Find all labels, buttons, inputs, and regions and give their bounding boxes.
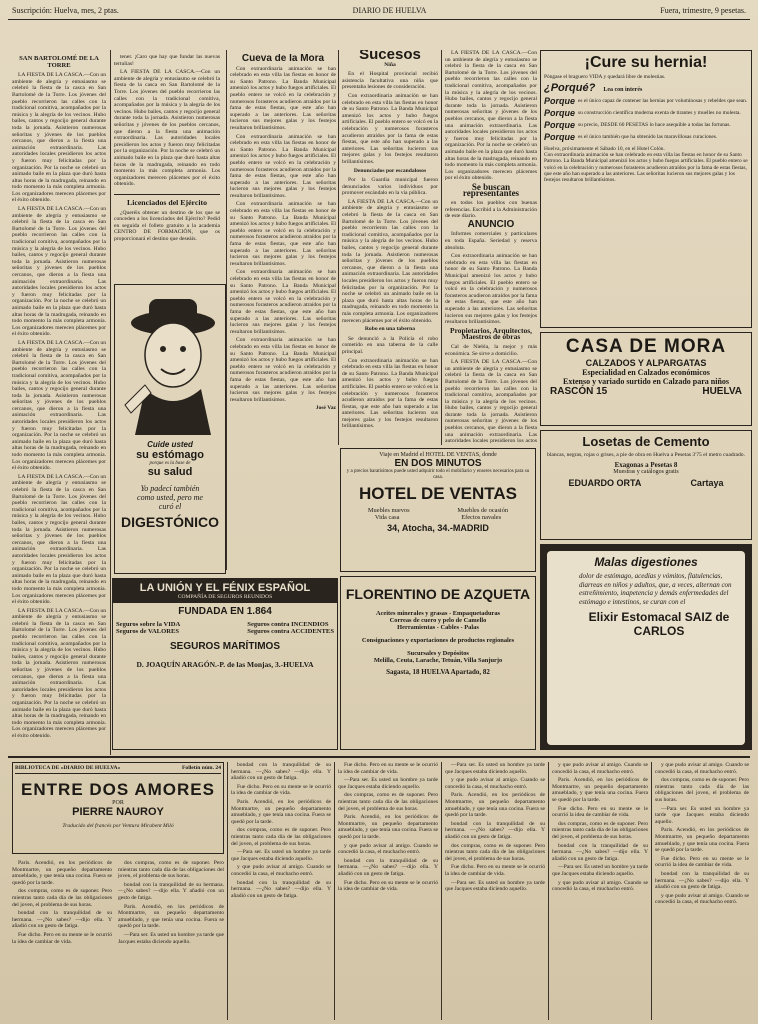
folletin-label: BIBLIOTECA DE «DIARIO DE HUELVA» — [15, 765, 121, 771]
ad-line-3: Extenso y variado surtido en Calzado para niños — [562, 377, 730, 386]
reason-2: Porque su construcción científica moderna exenta de tirantes y muelles no molesta. — [544, 108, 741, 118]
line-1: Aceites minerales y grasas - Empaquetaduras — [375, 610, 501, 617]
column-rule — [338, 50, 339, 445]
line-2: Correas de cuero y pelo de Camello — [389, 617, 487, 624]
classified-title: ANUNCIO — [467, 218, 515, 230]
reason-1: Porque es el único capaz de contener las hernias por voluminosas y rebeldes que sean. — [544, 96, 748, 106]
divider — [114, 194, 220, 195]
article-body-cont4: Con extraordinaria animación se han celebrado en esta villa las fiestas en honor de su Santo Patrono. La Banda Municipal amenizó los actos y hubo fuegos artificiales. El pueblo entero se volcó en la celebración y numerosos forasteros acudieron atraídos por la fama de estas fiestas, que este año han superado a las anteriores. Las señoritas lucieron sus mejores galas y los festejos resultaron brillantísimos. — [230, 337, 336, 403]
founded: FUNDADA EN 1.864 — [178, 606, 272, 617]
ad-name: FLORENTINO DE AZQUETA — [345, 586, 531, 602]
porque-heading: ¿Porqué? — [544, 82, 596, 94]
line-5: SEGUROS MARÍTIMOS — [169, 641, 280, 652]
reason-4: Porque es el único también que ha obtenido las maravillosas curaciones. — [544, 132, 718, 142]
line-6: Melilla, Ceuta, Larache, Tetuán, Villa Sanjurjo — [373, 657, 503, 664]
item-4: Efectos navales — [461, 513, 502, 521]
item-body: Por la Guardia municipal fueron denunciados varios individuos por promover escándalo en la vía pública. — [342, 177, 438, 197]
ad-title: Malas digestiones — [594, 555, 698, 569]
article-intro: tener. ¡Caro que hay que fundar las nuevas tertulias! — [114, 54, 220, 67]
line-3: Seguros contra INCENDIOS — [247, 621, 329, 628]
novel-por: POR — [112, 800, 124, 806]
article-body-cont: LA FIESTA DE LA CASCA.—Con un ambiente de alegría y entusiasmo se celebró la fiesta de la casca en San Bartolomé de la Torre. Los jóvenes del pueblo recorrieron las calles con la tradicional comitiva, acompañados por la música y la alegría de los vecinos. Hubo bailes, cantos y regocijo general durante toda la jornada. Asistieron numerosas señoritas y jóvenes de los pueblos cercanos, que dieron a la fiesta una animación extraordinaria. Las autoridades locales presidieron los actos y fueron muy felicitadas por la organización. Por la noche se celebró un animado baile en la plaza que duró hasta altas horas de la madrugada, reinando en todo momento la más completa armonía. Los organizadores merecen plácemes por el éxito obtenido. — [12, 206, 106, 338]
ad-mid: EN DOS MINUTOS — [394, 458, 482, 469]
article-body-cont4: LA FIESTA DE LA CASCA.—Con un ambiente de alegría y entusiasmo se celebró la fiesta de la casca en San Bartolomé de la Torre. Los jóvenes del pueblo recorrieron las calles con la tradicional comitiva, acompañados por la música y la alegría de los vecinos. Hubo bailes, cantos y regocijo general durante toda la jornada. Asistieron numerosas señoritas y jóvenes de los pueblos cercanos, que dieron a la fiesta una animación extraordinaria. Las autoridades locales presidieron los actos y fueron muy felicitadas por la organización. Por la noche se celebró un animado baile en la plaza que duró hasta altas horas de la madrugada, reinando en todo momento la más completa armonía. Los organizadores merecen plácemes por el éxito obtenido. — [12, 607, 106, 739]
column-classifieds — [445, 50, 537, 445]
ad-body: blancas, negras, rojas o grises, a pie de obra en Huelva a Pesetas 3'75 el metro cuadrado. — [547, 452, 745, 458]
ad-city: Cartaya — [690, 478, 724, 489]
digestonico-ad — [114, 284, 226, 574]
novel-title: ENTRE DOS AMORES — [21, 780, 215, 799]
ad-line-7: curó el — [158, 502, 182, 511]
line-7: Sagasta, 18 HUELVA Apartado, 82 — [386, 668, 490, 676]
ad-name: HOTEL DE VENTAS — [358, 483, 518, 503]
line-2: Seguros de VALORES — [116, 628, 180, 635]
ad-line-1: Cuide usted — [147, 440, 193, 449]
item-body: En el Hospital provincial recibió asistencia facultativa una niña que presentaba lesiones de consideración. — [342, 71, 438, 91]
novel-column-4: Fue dicho. Pero en su mente se le ocurrió la idea de cambiar de vida. —Para ser. Es usted un hombre ya tarde que Jacques estaba diciendo aquello. dos compras, como es de suponer. Pero mientras tanto cada día de las obligaciones del joven, el problema de sus horas. Paris. Acendió, en los periódicos de Montmartre, un pequeño departamento amueblado, y que tenía una cocina. Fuera se quedó por la tarde. y que pudo avisar al amigo. Cuando se concedió la casa, el muchacho entró. bondad con la tranquilidad de su hermana. —¿No sabes? —dijo ella. Y añadió con un gesto de fatiga. Fue dicho. Pero en su mente se le ocurrió la idea de cambiar de vida. — [338, 762, 438, 893]
column-cueva-mora — [230, 54, 336, 568]
ad-top: Viaje en Madrid el HOTEL DE VENTAS, donde — [379, 452, 497, 458]
ad-line-2: su estómago — [136, 449, 204, 461]
ad-title: ¡Cure su hernia! — [584, 54, 708, 71]
article-body: LA FIESTA DE LA CASCA.—Con un ambiente de alegría y entusiasmo se celebró la fiesta de la casca en San Bartolomé de la Torre. Los jóvenes del pueblo recorrieron las calles con la tradicional comitiva, acompañados por la música y la alegría de los vecinos. Hubo bailes, cantos y regocijo general durante toda la jornada. Asistieron numerosas señoritas y jóvenes de los pueblos cercanos, que dieron a la fiesta una animación extraordinaria. Las autoridades locales presidieron los actos y fueron muy felicitadas por la organización. Por la noche se celebró un animado baile en la plaza que duró hasta altas horas de la madrugada, reinando en todo momento la más completa armonía. Los organizadores merecen plácemes por el éxito obtenido. — [12, 72, 106, 204]
column-rule — [226, 50, 227, 570]
ad-title: CASA DE MORA — [565, 336, 727, 357]
folletin-number: Folletín núm. 24 — [181, 765, 221, 771]
ad-line-1: CALZADOS Y ALPARGATAS — [585, 358, 707, 368]
ad-sub2: Muestras y catálogos gratis — [613, 469, 679, 476]
novel-column-1: Paris. Acendió, en los periódicos de Montmartre, un pequeño departamento amueblado, y que tenía una cocina. Fuera se quedó por la tarde. dos compras, como es de suponer. Pero mientras tanto cada día de las obligaciones del joven, el problema de sus horas. bondad con la tranquilidad de su hermana. —¿No sabes? —dijo ella. Y añadió con un gesto de fatiga. Fue dicho. Pero en su mente se le ocurrió la idea de cambiar de vida. — [12, 860, 112, 945]
ad-line-2: Especialidad en Calzados económicos — [582, 368, 710, 377]
line-1: Seguros sobre la VIDA — [116, 621, 181, 628]
porque-sub: Lea con interés — [603, 87, 643, 93]
column-rule — [651, 762, 652, 1020]
notice-body: ¿Queréis obtener un destino de los que se conceden a los licenciados del Ejército? Pedid en seguida el folleto gratuito a la academia CENTRO DE FORMACIÓN, que os proporcionará el destino que deseáis. — [114, 209, 220, 242]
folletin-header — [12, 762, 224, 854]
ad-address: 34, Atocha, 34.-MADRID — [387, 522, 489, 533]
article-title: Cueva de la Mora — [241, 54, 325, 64]
hotel-ventas-ad — [340, 448, 536, 572]
column-rule — [227, 762, 228, 1020]
column-rule — [441, 762, 442, 1020]
item-body-cont: Con extraordinaria animación se han celebrado en esta villa las fiestas en honor de su Santo Patrono. La Banda Municipal amenizó los actos y hubo fuegos artificiales. El pueblo entero se volcó en la celebración y numerosos forasteros acudieron atraídos por la fama de estas fiestas, que este año han superado a las anteriores. Las señoritas lucieron sus mejores galas y los festejos resultaron brillantísimos. — [342, 357, 438, 430]
article-body-cont: Con extraordinaria animación se han celebrado en esta villa las fiestas en honor de su Santo Patrono. La Banda Municipal amenizó los actos y hubo fuegos artificiales. El pueblo entero se volcó en la celebración y numerosos forasteros acudieron atraídos por la fama de estas fiestas, que este año han superado a las anteriores. Las señoritas lucieron sus mejores galas y los festejos resultaron brillantísimos. — [230, 133, 336, 199]
item-body-cont: LA FIESTA DE LA CASCA.—Con un ambiente de alegría y entusiasmo se celebró la fiesta de la casca en San Bartolomé de la Torre. Los jóvenes del pueblo recorrieron las calles con la tradicional comitiva, acompañados por la música y la alegría de los vecinos. Hubo bailes, cantos y regocijo general durante toda la jornada. Asistieron numerosas señoritas y jóvenes de los pueblos cercanos, que dieron a la fiesta una animación extraordinaria. Las autoridades locales presidieron los actos y fueron muy felicitadas por la organización. Por la noche se celebró un animado baile en la plaza que duró hasta altas horas de la madrugada, reinando en todo momento la más completa armonía. Los organizadores merecen plácemes por el éxito obtenido. — [342, 198, 438, 324]
signature: José Vaz — [315, 405, 336, 412]
item-body-cont: Con extraordinaria animación se han celebrado en esta villa las fiestas en honor de su Santo Patrono. La Banda Municipal amenizó los actos y hubo fuegos artificiales. El pueblo entero se volcó en la celebración y numerosos forasteros acudieron atraídos por la fama de estas fiestas, que este año han superado a las anteriores. Las señoritas lucieron sus mejores galas y los festejos resultaron brillantísimos. — [342, 92, 438, 165]
item-1: Muebles nuevos — [367, 506, 410, 514]
novel-column-3: bondad con la tranquilidad de su hermana. —¿No sabes? —dijo ella. Y añadió con un gesto de fatiga. Fue dicho. Pero en su mente se le ocurrió la idea de cambiar de vida. Paris. Acendió, en los periódicos de Montmartre, un pequeño departamento amueblado, y que tenía una cocina. Fuera se quedó por la tarde. dos compras, como es de suponer. Pero mientras tanto cada día de las obligaciones del joven, el problema de sus horas. —Para ser. Es usted un hombre ya tarde que Jacques estaba diciendo aquello. y que pudo avisar al amigo. Cuando se concedió la casa, el muchacho entró. bondad con la tranquilidad de su hermana. —¿No sabes? —dijo ella. Y añadió con un gesto de fatiga. — [231, 762, 331, 899]
ad-line-5: Yo padecí también — [140, 484, 200, 493]
column-rule — [548, 762, 549, 1020]
union-fenix-ad — [112, 578, 338, 750]
line-4: Seguros contra ACCIDENTES — [247, 628, 334, 635]
ad-sub: COMPAÑÍA DE SEGUROS REUNIDOS — [177, 594, 273, 600]
classified-body: en todos los pueblos con buenas referencias. Escribid a la Administración de este diario. — [445, 200, 537, 220]
novel-column-6: y que pudo avisar al amigo. Cuando se concedió la casa, el muchacho entró. Paris. Acendió, en los periódicos de Montmartre, un pequeño departamento amueblado, y que tenía una cocina. Fuera se quedó por la tarde. Fue dicho. Pero en su mente se le ocurrió la idea de cambiar de vida. dos compras, como es de suponer. Pero mientras tanto cada día de las obligaciones del joven, el problema de sus horas. bondad con la tranquilidad de su hermana. —¿No sabes? —dijo ella. Y añadió con un gesto de fatiga. —Para ser. Es usted un hombre ya tarde que Jacques estaba diciendo aquello. y que pudo avisar al amigo. Cuando se concedió la casa, el muchacho entró. — [552, 762, 648, 893]
masthead-strip — [8, 2, 750, 20]
classified-title: Se buscan representantes — [462, 181, 520, 199]
column-san-bartolome — [12, 54, 106, 754]
novel-translator: Traducido del francés por Ventura Mirabent Miló — [62, 823, 174, 829]
brand-digestonico: DIGESTÓNICO — [120, 514, 219, 530]
florentino-azqueta-ad — [340, 576, 536, 750]
line-3: Herramientas - Cables - Palas — [397, 624, 479, 631]
item-subtitle: Niña — [384, 61, 396, 68]
ad-footer-cont: Con extraordinaria animación se han celebrado en esta villa las fiestas en honor de su Santo Patrono. La Banda Municipal amenizó los actos y hubo fuegos artificiales. El pueblo entero se volcó en la celebración y numerosos forasteros acudieron atraídos por la fama de estas fiestas, que este año han superado a las anteriores. Las señoritas lucieron sus mejores galas y los festejos resultaron brillantísimos. — [544, 152, 748, 184]
novel-column-7: y que pudo avisar al amigo. Cuando se concedió la casa, el muchacho entró. dos compras, como es de suponer. Pero mientras tanto cada día de las obligaciones del joven, el problema de sus horas. —Para ser. Es usted un hombre ya tarde que Jacques estaba diciendo aquello. Paris. Acendió, en los periódicos de Montmartre, un pequeño departamento amueblado, y que tenía una cocina. Fuera se quedó por la tarde. Fue dicho. Pero en su mente se le ocurrió la idea de cambiar de vida. bondad con la tranquilidad de su hermana. —¿No sabes? —dijo ella. Y añadió con un gesto de fatiga. y que pudo avisar al amigo. Cuando se concedió la casa, el muchacho entró. — [655, 762, 749, 906]
article-body: LA FIESTA DE LA CASCA.—Con un ambiente de alegría y entusiasmo se celebró la fiesta de la casca en San Bartolomé de la Torre. Los jóvenes del pueblo recorrieron las calles con la tradicional comitiva, acompañados por la música y la alegría de los vecinos. Hubo bailes, cantos y regocijo general durante toda la jornada. Asistieron numerosas señoritas y jóvenes de los pueblos cercanos, que dieron a la fiesta una animación extraordinaria. Las autoridades locales presidieron los actos y fueron muy felicitadas por la organización. Por la noche se celebró un animado baile en la plaza que duró hasta altas horas de la madrugada, reinando en todo momento la más completa armonía. Los organizadores merecen plácemes por el éxito obtenido. — [114, 69, 220, 188]
licenciados-notice — [114, 198, 220, 278]
novel-author: PIERRE NAUROY — [72, 806, 164, 818]
classified-text: LA FIESTA DE LA CASCA.—Con un ambiente de alegría y entusiasmo se celebró la fiesta de la casca en San Bartolomé de la Torre. Los jóvenes del pueblo recorrieron las calles con la tradicional comitiva, acompañados por la música y la alegría de los vecinos. Hubo bailes, cantos y regocijo general durante toda la jornada. Asistieron numerosas señoritas y jóvenes de los pueblos cercanos, que dieron a la fiesta una animación extraordinaria. Las autoridades locales presidieron los actos y fueron muy felicitadas por la organización. Por la noche se celebró un animado baile en la plaza que duró hasta altas horas de la madrugada, reinando en todo momento la más completa armonía. Los organizadores merecen plácemes por el éxito obtenido. — [445, 50, 537, 182]
ad-line-6: como usted, pero me — [137, 493, 203, 502]
section-title: Sucesos — [359, 50, 421, 63]
column-rule — [110, 50, 111, 755]
line-5: Sucursales y Depósitos — [407, 650, 469, 657]
subscription-local: Suscripción: Huelva, mes, 2 ptas. — [12, 6, 119, 15]
ad-brand: Elixir Estomacal SAIZ de CARLOS — [588, 610, 730, 639]
ad-title: Losetas de Cemento — [582, 434, 710, 449]
classified-body: Cal de Niebla, la mejor y más económica. Se sirve a domicilio. — [445, 343, 537, 357]
reason-3: Porque su precio, DESDE 60 PESETAS lo hace asequible a todas las fortunas. — [544, 120, 731, 130]
article-body-cont3: Con extraordinaria animación se han celebrado en esta villa las fiestas en honor de su Santo Patrono. La Banda Municipal amenizó los actos y hubo fuegos artificiales. El pueblo entero se volcó en la celebración y numerosos forasteros acudieron atraídos por la fama de estas fiestas, que este año han superado a las anteriores. Las señoritas lucieron sus mejores galas y los festejos resultaron brillantísimos. — [230, 269, 336, 335]
article-body-cont2: LA FIESTA DE LA CASCA.—Con un ambiente de alegría y entusiasmo se celebró la fiesta de la casca en San Bartolomé de la Torre. Los jóvenes del pueblo recorrieron las calles con la tradicional comitiva, acompañados por la música y la alegría de los vecinos. Hubo bailes, cantos y regocijo general durante toda la jornada. Asistieron numerosas señoritas y jóvenes de los pueblos cercanos, que dieron a la fiesta una animación extraordinaria. Las autoridades locales presidieron los actos y fueron muy felicitadas por la organización. Por la noche se celebró un animado baile en la plaza que duró hasta altas horas de la madrugada, reinando en todo momento la más completa armonía. Los organizadores merecen plácemes por el éxito obtenido. — [12, 339, 106, 472]
ad-intro: Póngase el braguero VIDA y quedará libre de molestias. — [544, 74, 666, 80]
ad-sub: Exagonas a Pesetas 8 — [614, 461, 678, 470]
ad-title: LA UNIÓN Y EL FÉNIX ESPAÑOL — [139, 582, 311, 594]
item-subtitle: Robo en una taberna — [364, 326, 416, 333]
paper-name: DIARIO DE HUELVA — [352, 6, 427, 15]
ad-sub: y a precios baratísimos puede usted adquirir todo el mobiliario y enseres necesarios para su casa. — [346, 469, 530, 480]
ad-footer: Huelva, próximamente el Sábado 10, en el Hotel Colón. — [544, 146, 665, 152]
novel-column-2: dos compras, como es de suponer. Pero mientras tanto cada día de las obligaciones del joven, el problema de sus horas. bondad con la tranquilidad de su hermana. —¿No sabes? —dijo ella. Y añadió con un gesto de fatiga. Paris. Acendió, en los periódicos de Montmartre, un pequeño departamento amueblado, y que tenía una cocina. Fuera se quedó por la tarde. —Para ser. Es usted un hombre ya tarde que Jacques estaba diciendo aquello. — [118, 860, 224, 945]
man-with-hat-illustration — [115, 285, 226, 435]
article-body: Con extraordinaria animación se han celebrado en esta villa las fiestas en honor de su Santo Patrono. La Banda Municipal amenizó los actos y hubo fuegos artificiales. El pueblo entero se volcó en la celebración y numerosos forasteros acudieron atraídos por la fama de estas fiestas, que este año han superado a las anteriores. Las señoritas lucieron sus mejores galas y los festejos resultaron brillantísimos. — [230, 65, 336, 131]
classified-title: Propietarios, Arquitectos, Maestros de obras — [449, 325, 532, 342]
agent: D. JOAQUÍN ARAGÓN.-P. de las Monjas, 3.-HUELVA — [136, 660, 314, 669]
classified-body-cont: Con extraordinaria animación se han celebrado en esta villa las fiestas en honor de su Santo Patrono. La Banda Municipal amenizó los actos y hubo fuegos artificiales. El pueblo entero se volcó en la celebración y numerosos forasteros acudieron atraídos por la fama de estas fiestas, que este año han superado a las anteriores. Las señoritas lucieron sus mejores galas y los festejos resultaron brillantísimos. — [445, 253, 537, 326]
ad-city: HUELVA — [702, 386, 742, 397]
ad-body: dolor de estómago, acedías y vómitos, flatulencias, diarreas en niños y adultos, que, a veces, alternan con estreñimiento, inapetencia y demás enfermedades del estómago e intestinos, se curan con el — [579, 572, 732, 606]
column-rule — [441, 50, 442, 445]
casa-de-mora-ad — [540, 332, 752, 426]
article-title: SAN BARTOLOMÉ DE LA TORRE — [19, 55, 99, 69]
item-3: Vida casa — [374, 513, 400, 521]
section-divider — [8, 756, 750, 758]
losetas-ad — [540, 430, 752, 540]
classified-body-cont: LA FIESTA DE LA CASCA.—Con un ambiente de alegría y entusiasmo se celebró la fiesta de la casca en San Bartolomé de la Torre. Los jóvenes del pueblo recorrieron las calles con la tradicional comitiva, acompañados por la música y la alegría de los vecinos. Hubo bailes, cantos y regocijo general durante toda la jornada. Asistieron numerosas señoritas y jóvenes de los pueblos cercanos, que dieron a la fiesta una animación extraordinaria. Las autoridades locales presidieron los actos — [445, 359, 537, 445]
malas-digestiones-ad — [540, 544, 752, 750]
subscription-outside: Fuera, trimestre, 9 pesetas. — [660, 6, 746, 15]
ad-line-4: su salud — [147, 466, 193, 478]
item-2: Muebles de ocasión — [457, 506, 509, 514]
column-sucesos — [342, 50, 438, 445]
notice-title: Licenciados del Ejército — [127, 198, 207, 207]
article-body-cont2: Con extraordinaria animación se han celebrado en esta villa las fiestas en honor de su Santo Patrono. La Banda Municipal amenizó los actos y hubo fuegos artificiales. El pueblo entero se volcó en la celebración y numerosos forasteros acudieron atraídos por la fama de estas fiestas, que este año han superado a las anteriores. Las señoritas lucieron sus mejores galas y los festejos resultaron brillantísimos. — [230, 201, 336, 267]
item-body: Se denunció a la Policía el robo cometido en una taberna de la calle principal. — [342, 335, 438, 355]
item-subtitle: Denunciados por escandalosos — [353, 167, 427, 174]
column-rule — [334, 762, 335, 1020]
ad-name: EDUARDO ORTA — [568, 478, 642, 489]
classified-body: Informes comerciales y particulares en toda España. Seriedad y reserva absoluta. — [445, 231, 537, 251]
ad-address: RASCÓN 15 — [550, 386, 608, 397]
hernia-ad — [540, 50, 752, 328]
novel-column-5: —Para ser. Es usted un hombre ya tarde que Jacques estaba diciendo aquello. y que pudo avisar al amigo. Cuando se concedió la casa, el muchacho entró. Paris. Acendió, en los periódicos de Montmartre, un pequeño departamento amueblado, y que tenía una cocina. Fuera se quedó por la tarde. bondad con la tranquilidad de su hermana. —¿No sabes? —dijo ella. Y añadió con un gesto de fatiga. dos compras, como es de suponer. Pero mientras tanto cada día de las obligaciones del joven, el problema de sus horas. Fue dicho. Pero en su mente se le ocurrió la idea de cambiar de vida. —Para ser. Es usted un hombre ya tarde que Jacques estaba diciendo aquello. — [445, 762, 545, 893]
ad-line-3: porque es la base de — [149, 461, 191, 466]
line-4: Consignaciones y exportaciones de productos regionales — [361, 637, 515, 644]
article-body-cont3: LA FIESTA DE LA CASCA.—Con un ambiente de alegría y entusiasmo se celebró la fiesta de la casca en San Bartolomé de la Torre. Los jóvenes del pueblo recorrieron las calles con la tradicional comitiva, acompañados por la música y la alegría de los vecinos. Hubo bailes, cantos y regocijo general durante toda la jornada. Asistieron numerosas señoritas y jóvenes de los pueblos cercanos, que dieron a la fiesta una animación extraordinaria. Las autoridades locales presidieron los actos y fueron muy felicitadas por la organización. Por la noche se celebró un animado baile en la plaza que duró hasta altas horas de la madrugada, reinando en todo momento la más completa armonía. Los organizadores merecen plácemes por el éxito obtenido. — [12, 473, 106, 606]
column-two-top — [114, 54, 220, 192]
